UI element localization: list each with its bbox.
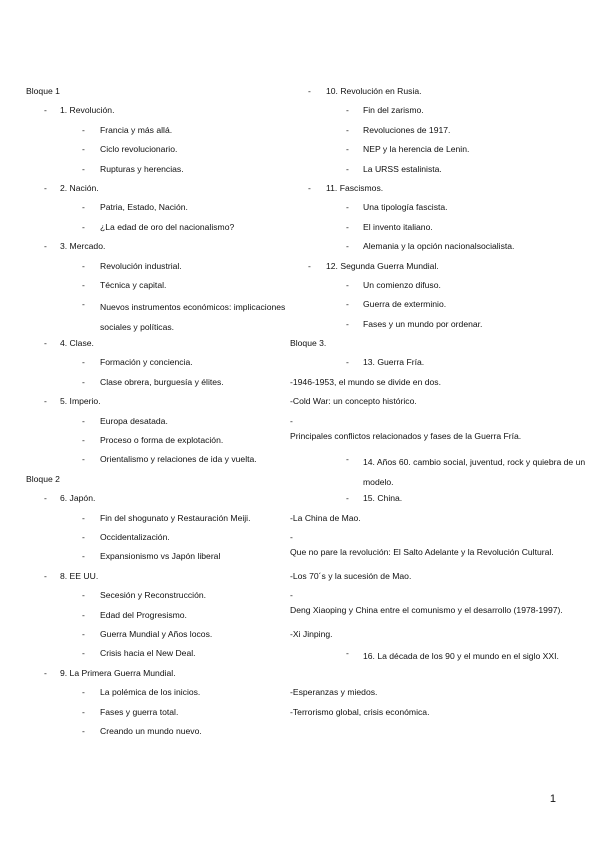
outline-text: El invento italiano. [363,221,433,232]
sub-list-item [290,163,590,182]
bullet-dash: - [44,493,47,504]
bullet-dash: - [290,532,293,543]
list-item [26,492,288,511]
outline-text: 8. EE UU. [60,570,99,581]
outline-text: Una tipología fascista. [363,202,448,213]
list-item [26,104,288,123]
outline-text: Occidentalización. [100,532,170,542]
outline-text: 1. Revolución. [60,105,115,116]
bullet-dash: - [346,279,349,290]
sub-list-item [26,279,288,298]
bullet-dash: - [346,318,349,329]
sub-list-item [26,647,288,666]
outline-text: Esperanzas y miedos. [292,687,378,698]
outline-text: Proceso o forma de explotación. [100,435,224,446]
bullet-dash: - [290,396,293,407]
sub-list-item [26,609,288,628]
outline-text: 2. Nación. [60,182,99,193]
sub-list-item [290,647,590,686]
right-column [290,85,590,725]
bullet-dash: - [44,667,47,678]
outline-text: Principales conflictos relacionados y fases de la Guerra Fría. [290,430,522,441]
outline-text: Fases y un mundo por ordenar. [363,318,483,329]
bullet-dash: - [346,163,349,174]
bullet-dash: - [82,725,85,736]
bullet-dash: - [44,241,47,252]
bullet-dash: - [346,357,349,368]
outline-text: La China de Mao. [292,512,361,523]
sub-list-item [290,143,590,162]
sub-list-item [26,143,288,162]
sub-list-item [290,512,590,531]
bullet-dash: - [82,648,85,659]
outline-text: Bloque 2 [26,473,60,484]
bullet-dash: - [346,105,349,116]
outline-text: Fin del zarismo. [363,105,424,116]
list-item [26,182,288,201]
outline-text: Edad del Progresismo. [100,609,187,620]
outline-text: 9. La Primera Guerra Mundial. [60,667,176,678]
outline-text: 10. Revolución en Rusia. [326,86,422,96]
bullet-dash: - [82,454,85,465]
bullet-dash: - [44,182,47,193]
list-item [26,570,288,589]
outline-text: Bloque 3. [290,338,327,349]
bullet-dash: - [82,687,85,698]
sub-list-item [290,570,590,589]
outline-text: Terrorismo global, crisis económica. [292,706,430,717]
page-number: 1 [549,793,556,805]
sub-list-item [26,298,288,337]
sub-list-item [26,512,288,531]
outline-text: Patria, Estado, Nación. [100,202,188,213]
outline-text: Rupturas y herencias. [100,163,184,174]
outline-text: Clase obrera, burguesía y élites. [100,376,224,387]
sub-list-item [290,531,590,570]
sub-list-item [290,492,590,511]
bullet-dash: - [346,221,349,232]
outline-text: Formación y conciencia. [100,357,193,368]
sub-list-item [290,201,590,220]
bullet-dash: - [308,182,311,193]
bullet-dash: - [346,454,349,465]
bullet-dash: - [290,706,293,717]
bullet-dash: - [290,512,293,523]
bullet-dash: - [82,357,85,368]
sub-list-item [26,706,288,725]
outline-text: Xi Jinping. [292,629,333,639]
sub-list-item [26,434,288,453]
outline-text: Crisis hacia el New Deal. [100,648,196,659]
sub-list-item [290,104,590,123]
outline-text: La polémica de los inicios. [100,687,201,698]
bullet-dash: - [82,124,85,135]
sub-list-item [290,686,590,705]
outline-text: Fases y guerra total. [100,706,179,717]
outline-text: Alemania y la opción nacionalsocialista. [363,241,515,252]
outline-text: Creando un mundo nuevo. [100,725,202,736]
left-column [26,85,288,744]
bullet-dash: - [82,590,85,601]
bullet-dash: - [346,493,349,504]
list-item [290,182,590,201]
sub-list-item [290,706,590,725]
sub-list-item [290,318,590,337]
outline-text: Secesión y Reconstrucción. [100,590,207,601]
outline-text: Francia y más allá. [100,124,173,135]
outline-text: Técnica y capital. [100,279,167,290]
outline-text: Europa desatada. [100,415,168,426]
sub-list-item [26,163,288,182]
outline-text: Revolución industrial. [100,260,182,271]
sub-list-item [26,376,288,395]
outline-text: Los 70´s y la sucesión de Mao. [292,570,412,581]
bullet-dash: - [44,396,47,407]
sub-list-item [290,279,590,298]
sub-list-item [290,356,590,375]
list-item [26,337,288,356]
sub-list-item [290,415,590,454]
sub-list-item [290,124,590,143]
sub-list-item [26,725,288,744]
bullet-dash: - [82,163,85,174]
sub-list-item [26,686,288,705]
outline-text: Guerra Mundial y Años locos. [100,628,213,639]
outline-text: ¿La edad de oro del nacionalismo? [100,221,235,232]
outline-text: Deng Xiaoping y China entre el comunismo y el desarrollo (1978-1997). [290,605,563,616]
bullet-dash: - [82,706,85,717]
outline-text: Bloque 1 [26,86,60,96]
sub-list-item [26,415,288,434]
list-item [290,85,590,104]
outline-text: 13. Guerra Fría. [363,357,425,368]
bullet-dash: - [346,648,349,659]
sub-list-item [26,453,288,472]
bullet-dash: - [82,202,85,213]
outline-text: Que no pare la revolución: El Salto Adelante y la Revolución Cultural. [290,547,554,558]
list-item [26,395,288,414]
sub-list-item [290,221,590,240]
sub-list-item [26,201,288,220]
outline-text: NEP y la herencia de Lenin. [363,144,470,155]
bullet-dash: - [82,609,85,620]
bullet-dash: - [290,376,293,387]
sub-list-item [26,260,288,279]
bullet-dash: - [308,86,311,96]
outline-text: Cold War: un concepto histórico. [292,396,417,407]
sub-list-item [290,240,590,259]
bullet-dash: - [290,687,293,698]
sub-list-item [290,453,590,492]
bullet-dash: - [346,299,349,310]
outline-text: Orientalismo y relaciones de ida y vuelta. [100,454,257,465]
bullet-dash: - [82,299,85,310]
outline-text: Ciclo revolucionario. [100,144,178,155]
outline-text: 16. La década de los 90 y el mundo en el siglo XXI. [363,651,559,662]
sub-list-item [290,298,590,317]
outline-text: Revoluciones de 1917. [363,124,451,135]
bullet-dash: - [82,532,85,542]
sub-list-item [290,376,590,395]
outline-text: Expansionismo vs Japón liberal [100,551,221,562]
bullet-dash: - [82,435,85,446]
outline-text: Nuevos instrumentos económicos: implicaciones sociales y políticas. [100,302,286,332]
outline-text: 15. China. [363,493,403,504]
bullet-dash: - [346,202,349,213]
outline-text: 5. Imperio. [60,396,101,407]
outline-text: 4. Clase. [60,338,94,349]
bullet-dash: - [44,105,47,116]
sub-list-item [290,395,590,414]
outline-text: 3. Mercado. [60,241,106,252]
sub-list-item [290,628,590,647]
bullet-dash: - [290,415,293,426]
outline-text: 11. Fascismos. [326,182,384,193]
bullet-dash: - [346,124,349,135]
list-item [26,667,288,686]
bullet-dash: - [82,279,85,290]
sub-list-item [26,550,288,569]
bullet-dash: - [290,629,293,639]
bullet-dash: - [82,260,85,271]
sub-list-item [26,124,288,143]
outline-text: La URSS estalinista. [363,163,442,174]
block-heading [26,85,288,104]
outline-text: Un comienzo difuso. [363,279,441,290]
bullet-dash: - [346,241,349,252]
bullet-dash: - [82,512,85,523]
outline-text: Fin del shogunato y Restauración Meiji. [100,512,251,523]
sub-list-item [26,628,288,647]
bullet-dash: - [82,415,85,426]
outline-text: 14. Años 60. cambio social, juventud, rock y quiebra de un modelo. [363,457,586,487]
bullet-dash: - [290,590,293,601]
bullet-dash: - [346,144,349,155]
bullet-dash: - [44,338,47,349]
sub-list-item [26,531,288,550]
outline-text: 12. Segunda Guerra Mundial. [326,260,439,271]
bullet-dash: - [308,260,311,271]
bullet-dash: - [82,376,85,387]
bullet-dash: - [82,221,85,232]
sub-list-item [26,356,288,375]
bullet-dash: - [44,570,47,581]
block-heading [26,473,288,492]
bullet-dash: - [82,551,85,562]
outline-text: Guerra de exterminio. [363,299,447,310]
outline-text: 1946-1953, el mundo se divide en dos. [292,376,441,387]
sub-list-item [26,589,288,608]
sub-list-item [290,589,590,628]
block-heading [290,337,590,356]
bullet-dash: - [290,570,293,581]
bullet-dash: - [82,628,85,639]
bullet-dash: - [82,144,85,155]
list-item [290,260,590,279]
outline-text: 6. Japón. [60,493,96,504]
sub-list-item [26,221,288,240]
list-item [26,240,288,259]
